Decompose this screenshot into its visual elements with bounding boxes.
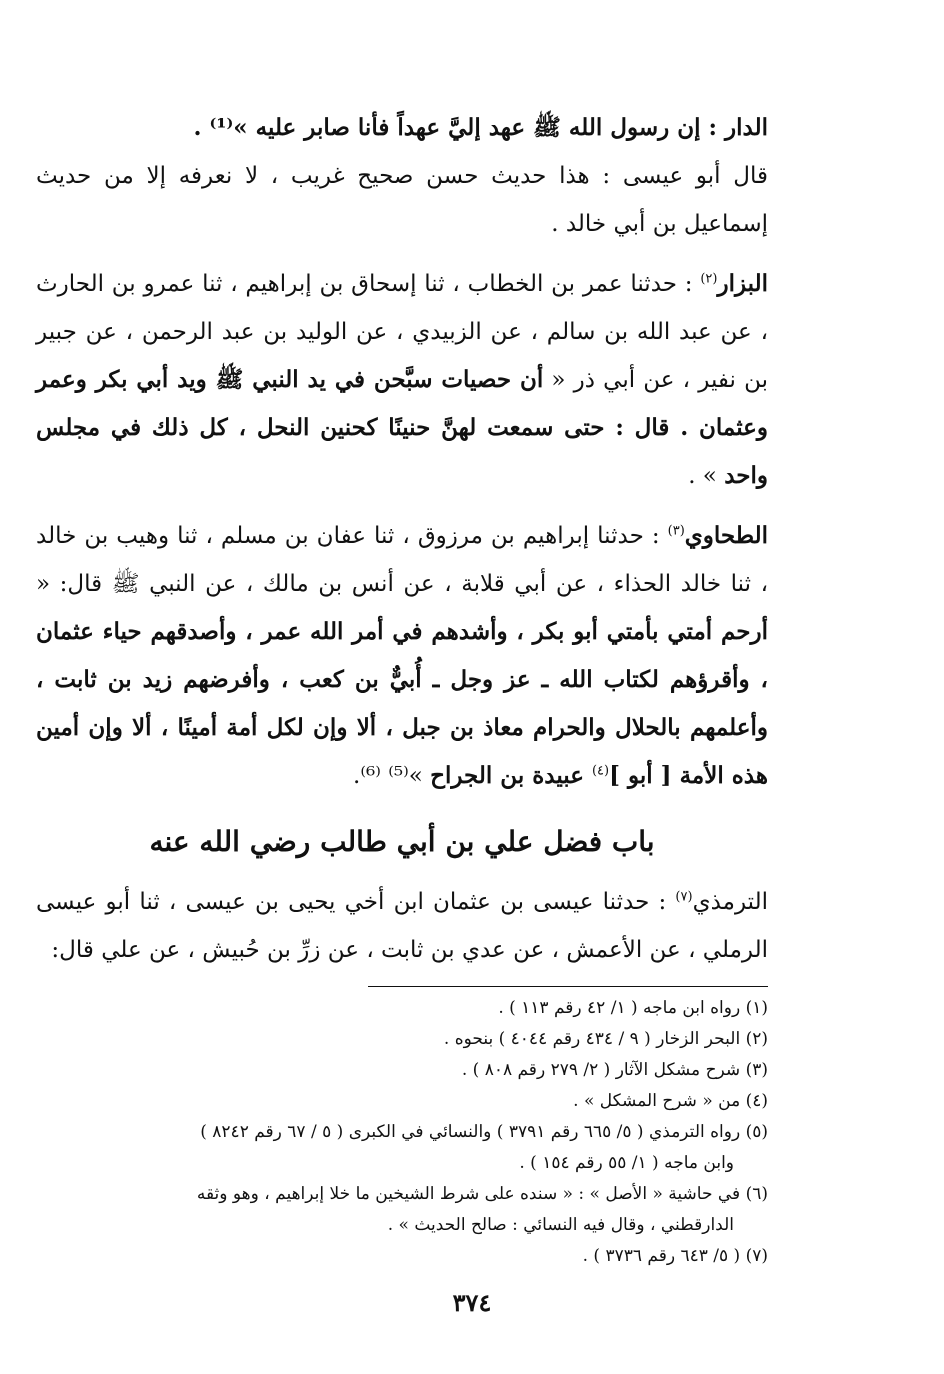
page-body	[36, 104, 768, 1272]
footnote-3: (٣) شرح مشكل الآثار ( ٢/ ٢٧٩ رقم ٨٠٨ ) .	[461, 1060, 768, 1080]
source-name-bazzar: البزار	[717, 270, 768, 297]
footnote-divider	[368, 986, 768, 987]
footnote-4: (٤) من « شرح المشكل » .	[573, 1091, 768, 1111]
paragraph-tahawi	[36, 512, 768, 800]
page-number: ٣٧٤	[452, 1288, 492, 1317]
footnote-2: (٢) البحر الزخار ( ٩ / ٤٣٤ رقم ٤٠٤٤ ) بنحوه .	[443, 1029, 768, 1049]
footnote-6: (٦) في حاشية « الأصل » : « سنده على شرط الشيخين ما خلا إبراهيم ، وهو وثقه	[196, 1184, 768, 1204]
quote-end: »⁽⁵⁾ ⁽⁶⁾.	[353, 763, 431, 789]
matn-text: أرحم أمتي بأمتي أبو بكر ، وأشدهم في أمر الله عمر ، وأصدقهم حياء عثمان ، وأقرؤهم لكتاب الله ـ عز وجل ـ أُبيٌّ بن كعب ، وأفرضهم زيد بن ثابت ، وأعلمهم بالحلال والحرام معاذ بن جبل ، ألا وإن لكل أمة أمينًا ، ألا وإن أمين هذه الأمة [ أبو ]	[36, 618, 768, 789]
footnote-ref: (٣)	[667, 523, 685, 539]
source-name-tahawi: الطحاوي	[684, 522, 768, 549]
isnad-text: : حدثنا عمر بن الخطاب ، ثنا إسحاق بن إبراهيم ، ثنا عمرو بن الحارث ، عن عبد الله بن سالم ، عن الزبيدي ، عن الوليد بن عبد الرحمن ، عن جبير بن نفير ، عن أبي ذر «	[36, 271, 768, 393]
footnote-ref: (٤)	[591, 763, 610, 779]
quote-end: » .	[688, 463, 725, 489]
matn-text-end: عبيدة بن الجراح	[430, 762, 592, 789]
source-name-tirmidhi: الترمذي	[692, 889, 768, 915]
footnote-1: (١) رواه ابن ماجه ( ١/ ٤٢ رقم ١١٣ ) .	[498, 998, 768, 1018]
footnote-5: (٥) رواه الترمذي ( ٥/ ٦٦٥ رقم ٣٧٩١ ) والنسائي في الكبرى ( ٥ / ٦٧ رقم ٨٢٤٢ )	[200, 1122, 768, 1142]
paragraph-tirmidhi	[36, 878, 768, 974]
isnad-text: : حدثنا عيسى بن عثمان ابن أخي يحيى بن عيسى ، ثنا أبو عيسى الرملي ، عن الأعمش ، عن عدي بن ثابت ، عن زرِّ بن حُبيش ، عن علي قال:	[36, 889, 768, 963]
footnote-ref: (٢)	[700, 271, 718, 287]
isnad-text: : حدثنا إبراهيم بن مرزوق ، ثنا عفان بن مسلم ، ثنا وهيب بن خالد ، ثنا خالد الحذاء ، عن أبي قلابة ، عن أنس بن مالك ، عن النبي ﷺ قال: «	[36, 523, 768, 597]
continuation-line: الدار : إن رسول الله ﷺ عهد إليَّ عهداً فأنا صابر عليه »⁽¹⁾ .	[193, 114, 768, 141]
paragraph-abu-isa: قال أبو عيسى : هذا حديث حسن صحيح غريب ، لا نعرفه إلا من حديث إسماعيل بن أبي خالد .	[36, 163, 768, 237]
footnote-7: (٧) ( ٥/ ٦٤٣ رقم ٣٧٣٦ ) .	[582, 1246, 768, 1266]
footnote-6-continued: الدارقطني ، وقال فيه النسائي : صالح الحديث » .	[387, 1215, 734, 1235]
footnote-5-continued: وابن ماجه ( ١/ ٥٥ رقم ١٥٤ ) .	[519, 1153, 734, 1173]
footnotes	[36, 993, 768, 1272]
paragraph-bazzar	[36, 260, 768, 500]
footnote-ref: (٧)	[675, 889, 693, 905]
matn-text: أن حصيات سبَّحن في يد النبي ﷺ ويد أبي بكر وعمر وعثمان . قال : حتى سمعت لهنَّ حنينًا كحنين النحل ، كل ذلك في مجلس واحد	[36, 366, 768, 489]
chapter-heading: باب فضل علي بن أبي طالب رضي الله عنه	[149, 825, 655, 858]
